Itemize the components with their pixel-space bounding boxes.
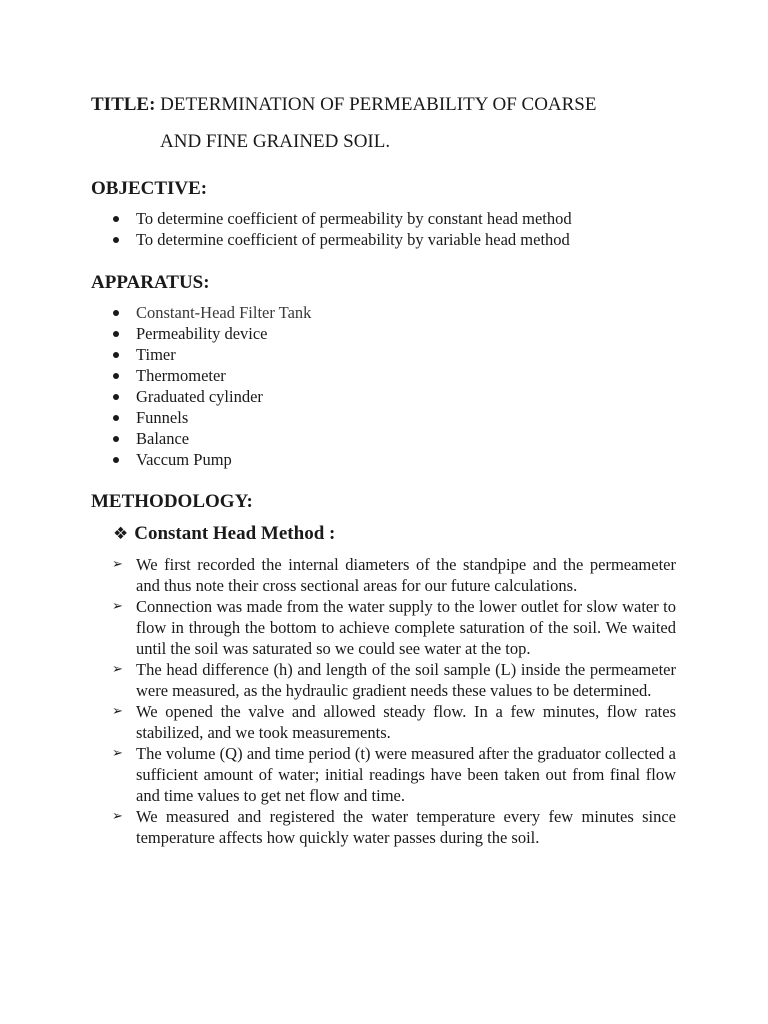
- title-text-line1: DETERMINATION OF PERMEABILITY OF COARSE: [160, 94, 597, 115]
- apparatus-item-text: Timer: [136, 345, 176, 364]
- methodology-heading: METHODOLOGY:: [91, 491, 253, 512]
- apparatus-item-text: Vaccum Pump: [136, 450, 232, 469]
- method-step-text: The head difference (h) and length of the soil sample (L) inside the permeameter were measured, as the hydraulic gradient needs these values to be determined.: [136, 660, 676, 700]
- arrow-bullet-icon: ➢: [112, 599, 123, 614]
- arrow-bullet-icon: ➢: [112, 704, 123, 719]
- apparatus-item: [0, 386, 311, 407]
- objective-item: [0, 229, 572, 250]
- method-step-text: We opened the valve and allowed steady flow. In a few minutes, flow rates stabilized, and we took measurements.: [136, 702, 676, 742]
- method-step: [112, 701, 676, 743]
- arrow-bullet-icon: ➢: [112, 662, 123, 677]
- apparatus-item: [0, 323, 311, 344]
- bullet-icon: [113, 216, 119, 222]
- bullet-icon: [113, 352, 119, 358]
- method-step: [112, 806, 676, 848]
- bullet-icon: [113, 436, 119, 442]
- apparatus-item-text: Graduated cylinder: [136, 387, 263, 406]
- method-step-text: We measured and registered the water temperature every few minutes since temperature affects how quickly water passes during the soil.: [136, 807, 676, 847]
- method-step-text: We first recorded the internal diameters of the standpipe and the permeameter and thus note their cross sectional areas for our future calculations.: [136, 555, 676, 595]
- objective-heading: OBJECTIVE:: [91, 178, 208, 199]
- objective-item-text: To determine coefficient of permeability by constant head method: [136, 209, 572, 228]
- bullet-icon: [113, 394, 119, 400]
- subheading-text: Constant Head Method :: [134, 523, 336, 544]
- arrow-bullet-icon: ➢: [112, 746, 123, 761]
- method-step: [112, 554, 676, 596]
- constant-head-subheading: [113, 521, 335, 547]
- bullet-icon: [113, 237, 119, 243]
- apparatus-item-text: Balance: [136, 429, 190, 448]
- bullet-icon: [113, 457, 119, 463]
- apparatus-item: [0, 344, 311, 365]
- apparatus-item-text: Permeability device: [136, 324, 268, 343]
- bullet-icon: [113, 310, 119, 316]
- objective-item: [0, 208, 572, 229]
- apparatus-item-text: Thermometer: [136, 366, 226, 385]
- arrow-bullet-icon: ➢: [112, 809, 123, 824]
- method-step: [112, 596, 676, 659]
- methodology-steps: [0, 554, 676, 848]
- bullet-icon: [113, 331, 119, 337]
- apparatus-item: [0, 365, 311, 386]
- objective-list: [0, 208, 572, 250]
- title-text-line2: AND FINE GRAINED SOIL.: [160, 131, 391, 152]
- bullet-icon: [113, 415, 119, 421]
- arrow-bullet-icon: ➢: [112, 557, 123, 572]
- apparatus-item: [0, 302, 311, 323]
- apparatus-item-text: Constant-Head Filter Tank: [136, 303, 312, 322]
- document-title: [91, 92, 596, 118]
- title-label: TITLE:: [91, 94, 156, 115]
- apparatus-item-text: Funnels: [136, 408, 189, 427]
- apparatus-heading: APPARATUS:: [91, 272, 210, 293]
- apparatus-item: [0, 407, 311, 428]
- method-step-text: Connection was made from the water supply to the lower outlet for slow water to flow in through the bottom to achieve complete saturation of the soil. We waited until the soil was saturated so we could see water at the top.: [136, 597, 676, 658]
- apparatus-item: [0, 428, 311, 449]
- apparatus-list: [0, 302, 311, 470]
- bullet-icon: [113, 373, 119, 379]
- method-step-text: The volume (Q) and time period (t) were measured after the graduator collected a sufficient amount of water; initial readings have been taken out from final flow and time values to get net flow and time.: [136, 744, 676, 805]
- objective-item-text: To determine coefficient of permeability by variable head method: [136, 230, 570, 249]
- method-step: [112, 743, 676, 806]
- method-step: [112, 659, 676, 701]
- apparatus-item: [0, 449, 311, 470]
- diamond-bullet-icon: ❖: [113, 524, 129, 544]
